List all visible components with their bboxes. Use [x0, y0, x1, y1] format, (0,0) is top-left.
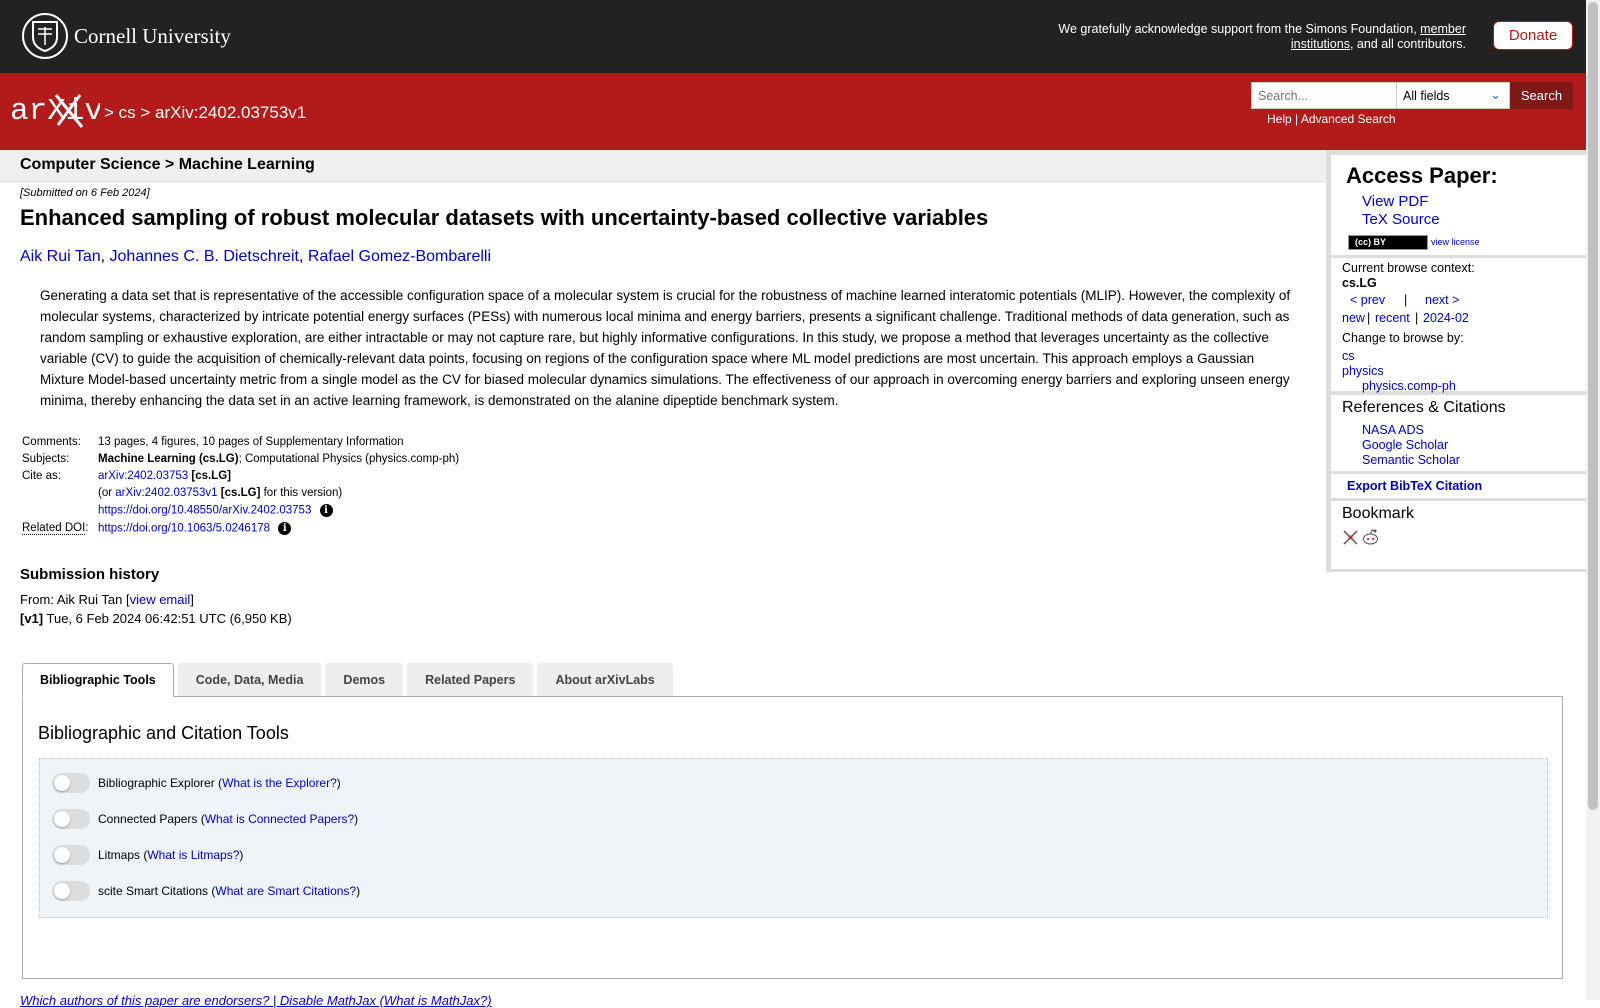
arxiv-logo[interactable] [10, 89, 100, 132]
view-email-link[interactable]: view email [129, 592, 191, 607]
arxiv-logo-icon [10, 89, 100, 129]
references-box [1331, 395, 1586, 471]
support-prefix: We gratefully acknowledge support from the Simons Foundation, [1058, 22, 1417, 36]
submitter-suffix: ] [190, 592, 194, 607]
cite-category: [cs.LG] [191, 470, 231, 482]
sidebar [1326, 150, 1586, 572]
tab-demos[interactable]: Demos [325, 663, 403, 696]
submission-history-title: Submission history [20, 566, 160, 583]
advanced-search-link[interactable]: Advanced Search [1300, 112, 1396, 126]
submission-date: [Submitted on 6 Feb 2024] [20, 187, 150, 199]
toggle-switch[interactable] [52, 809, 90, 829]
info-icon[interactable]: i [278, 522, 291, 535]
browse-physics-comp-ph-link[interactable]: physics.comp-ph [1362, 379, 1456, 393]
toggle-suffix: ) [336, 776, 341, 790]
toggle-list [39, 758, 1548, 918]
new-link[interactable]: new [1342, 311, 1365, 325]
primary-subject: Machine Learning (cs.LG) [98, 453, 239, 465]
chevron-down-icon: ⌄ [1490, 87, 1501, 102]
prev-link[interactable]: < prev [1350, 293, 1386, 307]
nasa-ads-link[interactable]: NASA ADS [1362, 423, 1424, 437]
browse-physics-link[interactable]: physics [1342, 364, 1384, 378]
author-link[interactable]: Rafael Gomez-Bombarelli [307, 248, 492, 265]
view-pdf-link[interactable]: View PDF [1362, 193, 1429, 210]
doi-spacer [20, 502, 96, 520]
month-link[interactable]: 2024-02 [1423, 311, 1469, 325]
arxiv-logo-text: arXiv [10, 94, 100, 129]
toggle-help-link[interactable]: What are Smart Citations? [215, 884, 357, 898]
version-date: Tue, 6 Feb 2024 06:42:51 UTC (6,950 KB) [46, 611, 292, 626]
cornell-logo[interactable] [22, 13, 231, 59]
member-institutions-link[interactable]: member institutions [1290, 22, 1466, 51]
context-value: cs.LG [1342, 276, 1377, 290]
search-form [1251, 82, 1573, 109]
paper-title: Enhanced sampling of robust molecular datasets with uncertainty-based collective variables [20, 205, 989, 230]
references-title: References & Citations [1342, 399, 1506, 416]
cornell-name: Cornell University [74, 23, 231, 48]
access-paper-box [1331, 155, 1586, 255]
cite-id-link[interactable]: arXiv:2402.03753 [98, 470, 189, 482]
subject-breadcrumb: Computer Science > Machine Learning [20, 156, 315, 173]
submitter-line [20, 592, 194, 607]
subject-header [0, 150, 1327, 182]
info-icon[interactable]: i [320, 504, 333, 517]
nav-separator: | [1404, 293, 1408, 307]
toggle-label: scite Smart Citations ( [98, 884, 216, 898]
toggle-label: Litmaps ( [98, 848, 148, 862]
view-license-link[interactable]: view license [1431, 237, 1480, 247]
browse-context-box [1331, 258, 1586, 391]
toggle-help-link[interactable]: What is Connected Papers? [204, 812, 355, 826]
toggle-row [52, 809, 358, 829]
bookmark-box [1331, 501, 1586, 569]
nav-separator: | [1415, 311, 1419, 325]
comments-value: 13 pages, 4 figures, 10 pages of Supplementary Information [98, 436, 404, 448]
help-links [1267, 112, 1396, 126]
breadcrumb[interactable]: > cs > arXiv:2402.03753v1 [104, 103, 307, 122]
cite-version-line [96, 485, 461, 502]
panel-title: Bibliographic and Citation Tools [38, 723, 289, 743]
abstract: Generating a data set that is representative of the accessible configuration space of a molecular system is crucial for the robustness of machine learned interatomic potentials (MLIP). However, the complexity of molecular systems, characterized by intricate potential energy surfaces (PESs) with numerous local minima and energy barriers, presents a significant challenge. Traditional methods of data generation, such as random sampling or exhaustive exploration, are either intractable or may not capture rare, but highly informative configurations. In this study, we propose a method that leverages uncertainty as the collective variable (CV) to guide the acquisition of chemically-relevant data points, focusing on regions of the configuration space where ML model predictions are most uncertain. This approach employs a Gaussian Mixture Model-based uncertainty metric from a single model as the CV for biased molecular dynamics simulations. The effectiveness of our approach in overcoming energy barriers and exploring unseen energy minima, thereby enhancing the data set in an active learning framework, is demonstrated on the alanine dipeptide benchmark system. [40, 288, 1291, 408]
tab-related-papers[interactable]: Related Papers [407, 663, 533, 696]
tab-panel [22, 696, 1563, 979]
search-field-select[interactable] [1397, 82, 1510, 109]
cornell-seal-icon [22, 13, 68, 59]
tab-code-data-media[interactable]: Code, Data, Media [178, 663, 322, 696]
secondary-subjects: ; Computational Physics (physics.comp-ph) [238, 453, 460, 465]
toggle-help-link[interactable]: What is the Explorer? [222, 776, 337, 790]
toggle-help-link[interactable]: What is Litmaps? [147, 848, 240, 862]
access-paper-title: Access Paper: [1346, 163, 1498, 188]
donate-button[interactable]: Donate [1493, 21, 1573, 50]
arxiv-doi-link[interactable]: https://doi.org/10.48550/arXiv.2402.03753 [98, 504, 312, 517]
nav-separator: | [1367, 311, 1371, 325]
toggle-suffix: ) [354, 812, 359, 826]
bookmark-title: Bookmark [1342, 505, 1415, 522]
toggle-switch[interactable] [52, 773, 90, 793]
reddit-icon[interactable] [1361, 528, 1380, 550]
export-bibtex-link[interactable]: Export BibTeX Citation [1347, 479, 1483, 493]
search-button[interactable]: Search [1510, 82, 1573, 109]
subjects-value [96, 451, 461, 468]
submitter-prefix: From: Aik Rui Tan [ [20, 592, 130, 607]
subjects-label: Subjects: [22, 453, 70, 465]
toggle-label: Connected Papers ( [98, 812, 205, 826]
toggle-suffix: ) [356, 884, 361, 898]
search-input[interactable]: Search... [1251, 82, 1397, 109]
related-doi-line [96, 520, 461, 538]
browse-cs-link[interactable]: cs [1342, 349, 1355, 363]
export-box [1331, 474, 1586, 498]
cite-version-link[interactable]: arXiv:2402.03753v1 [115, 487, 218, 499]
author-link[interactable]: Aik Rui Tan [20, 248, 101, 265]
change-browse-label: Change to browse by: [1342, 331, 1464, 345]
labs-tabs [22, 663, 677, 697]
next-link[interactable]: next > [1425, 293, 1460, 307]
cite-or-suffix: for this version) [263, 487, 343, 499]
toggle-switch[interactable] [52, 845, 90, 865]
page-scrollbar[interactable] [1586, 0, 1600, 1000]
support-text [1036, 22, 1466, 52]
related-doi-link[interactable]: https://doi.org/10.1063/5.0246178 [98, 522, 271, 535]
semantic-scholar-link[interactable]: Semantic Scholar [1362, 453, 1460, 467]
help-link[interactable]: Help [1267, 112, 1292, 126]
tab-about-arxivlabs[interactable]: About arXivLabs [537, 663, 672, 696]
cite-or-spacer [20, 485, 96, 502]
recent-link[interactable]: recent [1375, 311, 1410, 325]
support-suffix: , and all contributors. [1349, 37, 1466, 51]
cite-version-category: [cs.LG] [220, 487, 261, 499]
scrollbar-thumb[interactable] [1588, 2, 1598, 810]
arxiv-header [0, 73, 1586, 150]
toggle-switch[interactable] [52, 881, 90, 901]
help-separator: | [1295, 112, 1299, 126]
related-doi-label [20, 520, 96, 538]
author-link[interactable]: Johannes C. B. Dietschreit [109, 248, 299, 265]
metadata-table [20, 434, 461, 538]
cc-by-license-icon[interactable]: (cc) BY [1348, 235, 1428, 250]
author-list: Aik Rui Tan, Johannes C. B. Dietschreit, Rafael Gomez-Bombarelli [20, 248, 492, 265]
toggle-row [52, 773, 341, 793]
toggle-suffix: ) [239, 848, 244, 862]
related-doi-colon: : [85, 522, 89, 534]
tab-bibliographic-tools[interactable]: Bibliographic Tools [22, 663, 174, 697]
version-tag: [v1] [20, 611, 44, 626]
bibsonomy-icon[interactable] [1342, 529, 1359, 549]
related-doi-abbr: Related DOI [22, 522, 86, 534]
cite-or-prefix: (or [98, 487, 113, 499]
endorsers-link[interactable]: Which authors of this paper are endorsers? | Disable MathJax (What is MathJax?) [20, 993, 492, 1008]
toggle-row [52, 845, 243, 865]
search-field-value: All fields [1403, 89, 1450, 103]
toggle-label: Bibliographic Explorer ( [98, 776, 223, 790]
cornell-banner [0, 0, 1586, 73]
context-label: Current browse context: [1342, 261, 1475, 275]
comments-label: Comments: [22, 436, 81, 448]
google-scholar-link[interactable]: Google Scholar [1362, 438, 1449, 452]
tex-source-link[interactable]: TeX Source [1362, 211, 1440, 228]
toggle-row [52, 881, 360, 901]
cite-label: Cite as: [22, 470, 61, 482]
cite-value [96, 468, 461, 485]
version-line [20, 611, 292, 626]
doi-line [96, 502, 461, 520]
